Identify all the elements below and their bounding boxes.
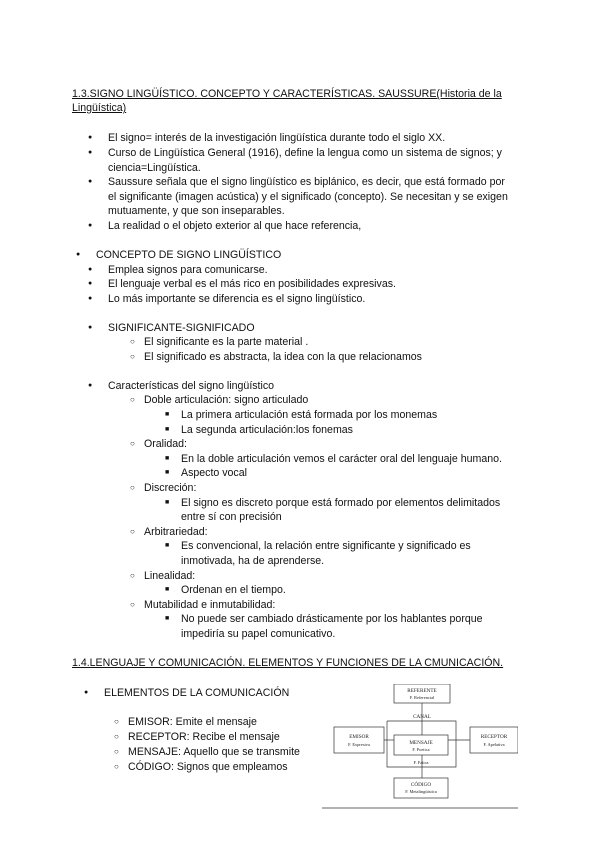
car-mutabilidad-1: ■ No puede ser cambiado drásticamente por los hablantes porque bbox=[181, 612, 483, 627]
sig-item-1: ○ El significante es la parte material . bbox=[144, 335, 308, 350]
diagram-receptor-f: F. Apelativa bbox=[483, 742, 505, 747]
car-title: ● Características del signo lingüístico bbox=[108, 379, 274, 394]
car-arbitrariedad-1: ■ Es convencional, la relación entre significante y significado es bbox=[181, 539, 471, 554]
section-heading-2: 1.4.LENGUAJE Y COMUNICACIÓN. ELEMENTOS Y FUNCIONES DE LA CMUNICACIÓN. bbox=[72, 657, 504, 669]
car-mutabilidad: ○ Mutabilidad e inmutabilidad: bbox=[144, 598, 275, 613]
diagram-mensaje: MENSAJE bbox=[409, 740, 433, 746]
intro-item-4: ● La realidad o el objeto exterior al que hace referencia, bbox=[108, 219, 361, 234]
elemento-codigo: ○ CÓDIGO: Signos que empleamos bbox=[128, 760, 288, 775]
diagram-referente: REFERENTE bbox=[407, 688, 437, 694]
intro-item-3-cont2: mutuamente, y que son inseparables. bbox=[108, 205, 285, 217]
elemento-emisor: ○ EMISOR: Emite el mensaje bbox=[128, 715, 257, 730]
car-linealidad-1: ■ Ordenan en el tiempo. bbox=[181, 583, 286, 598]
concepto-item-1: ● Emplea signos para comunicarse. bbox=[108, 263, 268, 278]
diagram-codigo-f: F. Metalingüística bbox=[405, 789, 437, 794]
section-heading-1-line2: Lingüística) bbox=[72, 102, 127, 114]
concepto-item-2: ● El lenguaje verbal es el más rico en posibilidades expresivas. bbox=[108, 277, 396, 292]
communication-diagram bbox=[322, 684, 518, 810]
concepto-title: ● CONCEPTO DE SIGNO LINGÜÍSTICO bbox=[96, 248, 281, 263]
intro-item-1: ● El signo= interés de la investigación lingüística durante todo el siglo XX. bbox=[108, 131, 445, 146]
elemento-mensaje: ○ MENSAJE: Aquello que se transmite bbox=[128, 745, 300, 760]
elemento-receptor: ○ RECEPTOR: Recibe el mensaje bbox=[128, 730, 280, 745]
car-doble-2: ■ La segunda articulación:los fonemas bbox=[181, 423, 353, 438]
diagram-canal: CANAL bbox=[413, 714, 431, 720]
car-arbitrariedad-1-cont: inmotivada, ha de aprenderse. bbox=[181, 555, 325, 567]
car-doble-1: ■ La primera articulación está formada por los monemas bbox=[181, 408, 437, 423]
car-oralidad: ○ Oralidad: bbox=[144, 437, 187, 452]
intro-item-2-cont: ciencia=Lingüística. bbox=[108, 162, 201, 174]
diagram-receptor: RECEPTOR bbox=[480, 734, 508, 740]
car-arbitrariedad: ○ Arbitrariedad: bbox=[144, 525, 208, 540]
car-oralidad-1: ■ En la doble articulación vemos el carácter oral del lenguaje humano. bbox=[181, 452, 502, 467]
diagram-canal-f: F. Fatica bbox=[413, 760, 429, 765]
diagram-codigo-box bbox=[394, 778, 448, 798]
car-discrecion-1: ■ El signo es discreto porque está formado por elementos delimitados bbox=[181, 496, 500, 511]
car-oralidad-2: ■ Aspecto vocal bbox=[181, 466, 247, 481]
diagram-receptor-box bbox=[470, 727, 518, 753]
car-linealidad: ○ Linealidad: bbox=[144, 569, 195, 584]
diagram-codigo: CÓDIGO bbox=[410, 782, 432, 788]
sig-title: ● SIGNIFICANTE-SIGNIFICADO bbox=[108, 321, 255, 336]
sig-item-2: ○ El significado es abstracta, la idea con la que relacionamos bbox=[144, 350, 422, 365]
intro-item-3-cont1: el significante (imagen acústica) y el significado (concepto). Se necesitan y se exigen bbox=[108, 191, 508, 203]
diagram-emisor: EMISOR bbox=[349, 734, 369, 740]
car-doble: ○ Doble articulación: signo articulado bbox=[144, 393, 308, 408]
concepto-item-3: ● Lo más importante se diferencia es el signo lingüístico. bbox=[108, 292, 365, 307]
intro-item-3: ● Saussure señala que el signo lingüístico es biplánico, es decir, que está formado por bbox=[108, 175, 505, 190]
car-discrecion: ○ Discreción: bbox=[144, 481, 196, 496]
car-discrecion-1-cont: entre sí con precisión bbox=[181, 511, 282, 523]
section-heading-1-line1: 1.3.SIGNO LINGÜÍSTICO. CONCEPTO Y CARACTERÍSTICAS. SAUSSURE(Historia de la bbox=[72, 88, 502, 100]
diagram-referente-f: F. Referencial bbox=[409, 695, 435, 700]
elementos-title: ● ELEMENTOS DE LA COMUNICACIÓN bbox=[104, 686, 289, 701]
diagram-emisor-f: F. Expresiva bbox=[348, 742, 370, 747]
diagram-emisor-box bbox=[334, 727, 384, 753]
car-mutabilidad-1-cont: impediría su papel comunicativo. bbox=[181, 628, 336, 640]
diagram-mensaje-f: F. Poetica bbox=[412, 747, 430, 752]
intro-item-2: ● Curso de Lingüística General (1916), define la lengua como un sistema de signos; y bbox=[108, 146, 502, 161]
